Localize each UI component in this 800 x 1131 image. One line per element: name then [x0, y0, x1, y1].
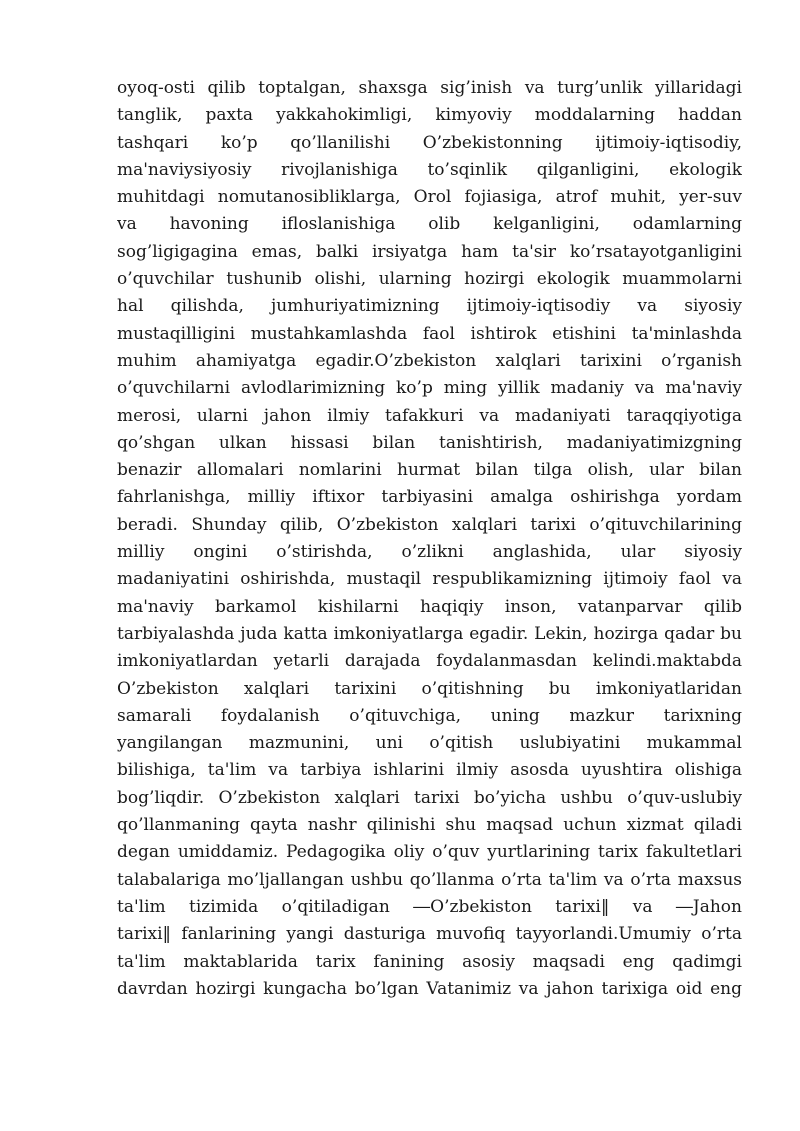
- text-line: tarixi‖ fanlarining yangi dasturiga muvofiq tayyorlandi.Umumiy o’rta: [117, 924, 742, 945]
- text-line: va havoning ifloslanishiga olib kelganligini, odamlarning: [117, 214, 742, 235]
- text-line: qo’shgan ulkan hissasi bilan tanishtirish, madaniyatimizgning: [117, 432, 742, 453]
- text-line: O’zbekiston xalqlari tarixini o’qitishning bu imkoniyatlaridan: [117, 678, 742, 699]
- text-line: ma'naviy barkamol kishilarni haqiqiy inson, vatanparvar qilib: [117, 596, 742, 617]
- text-line: muhim ahamiyatga egadir.O’zbekiston xalqlari tarixini o’rganish: [117, 350, 742, 371]
- text-line: fahrlanishga, milliy iftixor tarbiyasini amalga oshirishga yordam: [117, 487, 742, 508]
- text-line: milliy ongini o’stirishda, o’zlikni anglashida, ular siyosiy: [117, 542, 742, 563]
- text-line: hal qilishda, jumhuriyatimizning ijtimoiy-iqtisodiy va siyosiy: [117, 296, 742, 317]
- text-line: ta'lim maktablarida tarix fanining asosiy maqsadi eng qadimgi: [117, 951, 742, 972]
- text-line: mustaqilligini mustahkamlashda faol ishtirok etishini ta'minlashda: [117, 323, 742, 344]
- text-line: tashqari ko’p qo’llanilishi O’zbekistonning ijtimoiy-iqtisodiy,: [117, 132, 742, 153]
- text-line: yangilangan mazmunini, uni o’qitish uslubiyatini mukammal: [117, 733, 742, 754]
- text-line: o’quvchilarni avlodlarimizning ko’p ming yillik madaniy va ma'naviy: [117, 378, 742, 399]
- text-line: o’quvchilar tushunib olishi, ularning hozirgi ekologik muammolarni: [117, 269, 742, 290]
- text-line: qo’llanmaning qayta nashr qilinishi shu maqsad uchun xizmat qiladi: [117, 815, 742, 836]
- text-line: madaniyatini oshirishda, mustaqil respublikamizning ijtimoiy faol va: [117, 569, 742, 590]
- text-line: bilishiga, ta'lim va tarbiya ishlarini ilmiy asosda uyushtira olishiga: [117, 760, 742, 781]
- text-line: muhitdagi nomutanosibliklarga, Orol fojiasiga, atrof muhit, yer-suv: [117, 187, 742, 208]
- text-line: beradi. Shunday qilib, O’zbekiston xalqlari tarixi o’qituvchilarining: [117, 514, 742, 535]
- text-line: imkoniyatlardan yetarli darajada foydalanmasdan kelindi.maktabda: [117, 651, 742, 672]
- text-line: ta'lim tizimida o’qitiladigan ―O’zbekiston tarixi‖ va ―Jahon: [117, 896, 742, 917]
- text-line: degan umiddamiz. Pedagogika oliy o’quv yurtlarining tarix fakultetlari: [117, 842, 742, 863]
- text-line: bog’liqdir. O’zbekiston xalqlari tarixi bo’yicha ushbu o’quv-uslubiy: [117, 787, 742, 808]
- text-line: tanglik, paxta yakkahokimligi, kimyoviy moddalarning haddan: [117, 105, 742, 126]
- text-line: merosi, ularni jahon ilmiy tafakkuri va madaniyati taraqqiyotiga: [117, 405, 742, 426]
- text-line: ma'naviysiyosiy rivojlanishiga to’sqinlik qilganligini, ekologik: [117, 159, 742, 180]
- text-line: talabalariga mo’ljallangan ushbu qo’llanma o’rta ta'lim va o’rta maxsus: [117, 869, 742, 890]
- text-line: samarali foydalanish o’qituvchiga, uning mazkur tarixning: [117, 705, 742, 726]
- text-line: sog’ligigagina emas, balki irsiyatga ham ta'sir ko’rsatayotganligini: [117, 241, 742, 262]
- body-paragraph: [117, 75, 742, 1003]
- text-line: benazir allomalari nomlarini hurmat bilan tilga olish, ular bilan: [117, 460, 742, 481]
- text-line: davrdan hozirgi kungacha bo’lgan Vatanimiz va jahon tarixiga oid eng: [117, 978, 742, 999]
- text-line: tarbiyalashda juda katta imkoniyatlarga egadir. Lekin, hozirga qadar bu: [117, 623, 742, 644]
- text-line: oyoq-osti qilib toptalgan, shaxsga sig’inish va turg’unlik yillaridagi: [117, 78, 742, 98]
- document-page: [117, 75, 742, 1003]
